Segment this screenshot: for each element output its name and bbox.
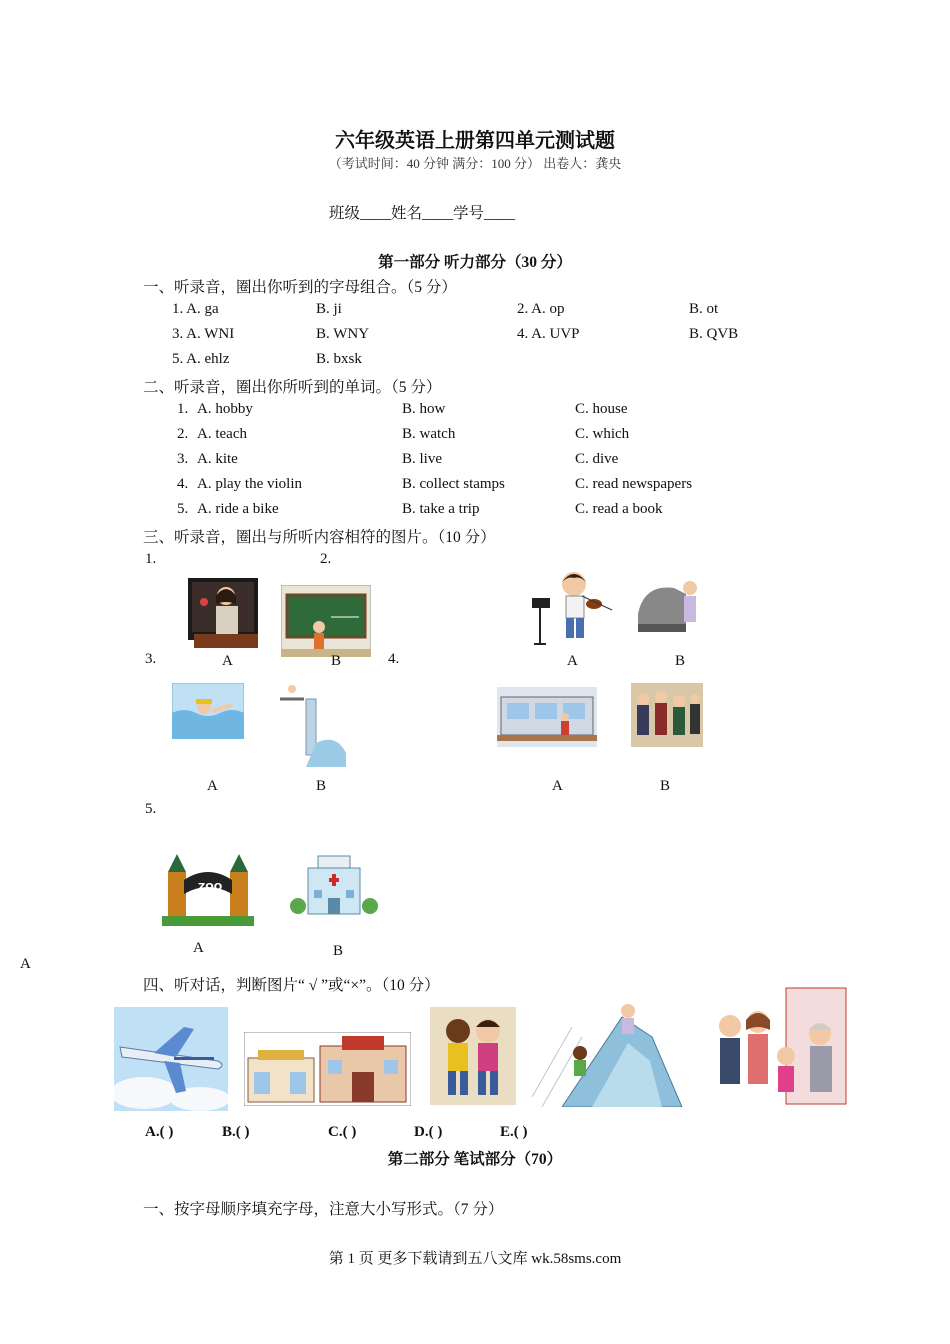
page-subtitle: （考试时间：40 分钟 满分：100 分） 出卷人：龚央 [328, 156, 622, 171]
s1-item-2a: 2. A. op [517, 301, 565, 317]
airplane-picture [114, 1007, 228, 1111]
s4-blank-c[interactable]: C.( ) [328, 1124, 357, 1140]
s2-row5-a: A. ride a bike [197, 501, 279, 517]
s2-row2-c: C. which [575, 426, 630, 442]
s2-row1-a: A. hobby [197, 401, 253, 417]
svg-text:ZOO: ZOO [198, 882, 223, 893]
s2-row1-num: 1. [177, 401, 189, 417]
s2-row4-c: C. read newspapers [575, 476, 693, 492]
s2-row5-c: C. read a book [575, 501, 663, 517]
s3-q2-label-a: A [567, 653, 578, 669]
s2-row3-b: B. live [402, 451, 442, 467]
s2-row4-num: 4. [177, 476, 189, 492]
section1-heading: 一、听录音，圈出你听到的字母组合。（5 分） [143, 279, 457, 296]
s2-row2-a: A. teach [197, 426, 247, 442]
s3-num-1: 1. [145, 551, 157, 567]
piano-picture [634, 574, 704, 640]
s3-num-2: 2. [320, 551, 332, 567]
s2-row3-a: A. kite [197, 451, 238, 467]
s1-item-5b: B. bxsk [316, 351, 362, 367]
s3-num-4: 4. [388, 651, 400, 667]
s4-blank-a[interactable]: A.( ) [145, 1124, 174, 1140]
diving-picture [276, 683, 348, 767]
section4-heading: 四、听对话，判断图片“ √ ”或“×”。（10 分） [143, 977, 440, 994]
s3-q4-label-a: A [552, 778, 563, 794]
part2-heading: 第二部分 笔试部分（70） [387, 1151, 563, 1168]
s1-item-4a: 4. A. UVP [517, 326, 580, 342]
s3-q3-label-b: B [316, 778, 327, 794]
part2-section1-heading: 一、按字母顺序填充字母，注意大小写形式。（7 分） [143, 1201, 504, 1218]
s3-num-3: 3. [145, 651, 157, 667]
section3-heading: 三、听录音，圈出与所听内容相符的图片。（10 分） [143, 529, 496, 546]
swimmer-picture [172, 683, 244, 739]
s4-blank-b[interactable]: B.( ) [222, 1124, 250, 1140]
s3-q5-label-a: A [193, 940, 204, 956]
hospital-picture [288, 852, 380, 922]
s1-item-1a: 1. A. ga [172, 301, 219, 317]
s2-row1-b: B. how [402, 401, 446, 417]
page-title: 六年级英语上册第四单元测试题 [335, 130, 615, 152]
bus-stop-picture [497, 687, 597, 747]
s1-item-3b: B. WNY [316, 326, 370, 342]
crowd-picture [631, 683, 703, 747]
s3-q3-label-a: A [207, 778, 218, 794]
page-footer: 第 1 页 更多下载请到五八文库 wk.58sms.com [328, 1251, 622, 1267]
s3-q1-label-b: B [331, 653, 342, 669]
s3-q4-label-b: B [660, 778, 671, 794]
s2-row3-c: C. dive [575, 451, 619, 467]
mountain-climbing-picture [532, 997, 690, 1107]
s2-row2-num: 2. [177, 426, 189, 442]
s1-item-5a: 5. A. ehlz [172, 351, 230, 367]
section2-heading: 二、听录音，圈出你所听到的单词。（5 分） [143, 379, 442, 396]
classroom-board-picture [281, 585, 371, 657]
s4-blank-e[interactable]: E.( ) [500, 1124, 528, 1140]
s3-q1-label-a: A [222, 653, 233, 669]
s2-row3-num: 3. [177, 451, 189, 467]
family-picture [706, 986, 848, 1106]
student-info-line: 班级____姓名____学号____ [329, 205, 516, 222]
s3-q5-label-b: B [333, 943, 344, 959]
s2-row5-b: B. take a trip [402, 501, 480, 517]
part1-heading: 第一部分 听力部分（30 分） [378, 254, 572, 271]
two-children-picture [430, 1007, 516, 1105]
s3-q2-label-b: B [675, 653, 686, 669]
boy-violin-picture [530, 566, 614, 648]
s2-row4-a: A. play the violin [197, 476, 302, 492]
shop-building-picture [244, 1032, 411, 1106]
s1-item-2b: B. ot [689, 301, 719, 317]
s2-row5-num: 5. [177, 501, 189, 517]
s1-item-3a: 3. A. WNI [172, 326, 235, 342]
s2-row2-b: B. watch [402, 426, 456, 442]
stray-label: A [20, 956, 31, 972]
s2-row4-b: B. collect stamps [402, 476, 505, 492]
s3-num-5: 5. [145, 801, 157, 817]
s1-item-4b: B. QVB [689, 326, 739, 342]
zoo-gate-picture [162, 850, 254, 926]
s2-row1-c: C. house [575, 401, 628, 417]
s1-item-1b: B. ji [316, 301, 342, 317]
teacher-blackboard-picture [186, 574, 262, 652]
s4-blank-d[interactable]: D.( ) [414, 1124, 443, 1140]
